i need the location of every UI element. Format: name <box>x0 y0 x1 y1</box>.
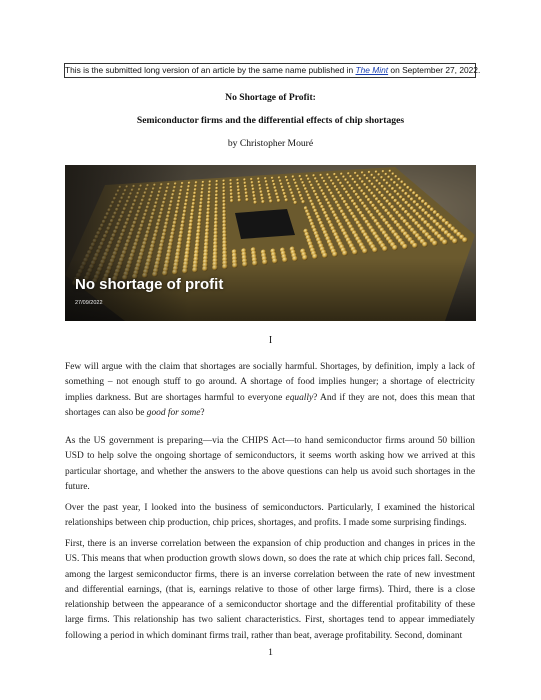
hero-image <box>65 165 476 321</box>
publication-notice <box>64 63 481 78</box>
cpu-chip-illustration <box>65 165 476 321</box>
article-subtitle: Semiconductor firms and the differential effects of chip shortages <box>136 115 405 126</box>
paragraph-2: As the US government is preparing—via the CHIPS Act—to hand semiconductor firms around 50 billion USD to help solve the ongoing shortage of semiconductors, it seems worth asking how we arrived at this particular shortage, and whether the answers to the above questions can help us avoid such shortages in the future. <box>65 436 475 492</box>
hero-date: 27/09/2022 <box>75 300 103 306</box>
article-title: No Shortage of Profit: <box>225 92 316 103</box>
paragraph-1-emphasis-equally: equally <box>285 392 314 403</box>
paragraph-1-text-c: ? <box>200 407 205 418</box>
notice-prefix: This is the submitted long version of an article by the same name published in <box>65 65 356 75</box>
paragraph-3: Over the past year, I looked into the business of semiconductors. Particularly, I examined the historical relationships between chip production, chip prices, shortages, and profits. I made some surprising findings. <box>65 503 475 529</box>
paragraph-1-text-a: Few will argue with the claim that shortages are socially harmful. Shortages, by definition, imply a lack of something – not enough stuff to go around. A shortage of food implies hunger; a shortage of electricity implies darkness. But are shortages harmful to everyone <box>65 362 475 403</box>
hero-title: No shortage of profit <box>75 276 224 293</box>
paragraph-1-emphasis-good-for-some: good for some <box>146 407 201 418</box>
paragraph-1 <box>65 360 475 421</box>
page-number: 1 <box>268 647 273 658</box>
notice-suffix: on September 27, 2022. <box>388 65 481 75</box>
section-number: I <box>268 335 273 346</box>
paragraph-1-text-b: ? And if they are not, does this mean that shortages can also be <box>65 392 475 418</box>
paragraph-4: First, there is an inverse correlation between the expansion of chip production and changes in prices in the US. This means that when production growth slows down, so does the rate at which chip prices fall. Second, among the largest semiconductor firms, there is an inverse correlation between the rate of new investment and differential earnings, (that is, earnings relative to those of other large firms). Third, there is a close relationship between the appearance of a semiconductor shortage and the differential profitability of these large firms. This relationship has two salient characteristics. First, shortages tend to appear immediately following a period in which dominant firms trail, rather than beat, average profitability. Second, dominant <box>65 539 475 641</box>
the-mint-link[interactable]: The Mint <box>355 65 389 75</box>
author-byline: by Christopher Mouré <box>227 138 314 149</box>
